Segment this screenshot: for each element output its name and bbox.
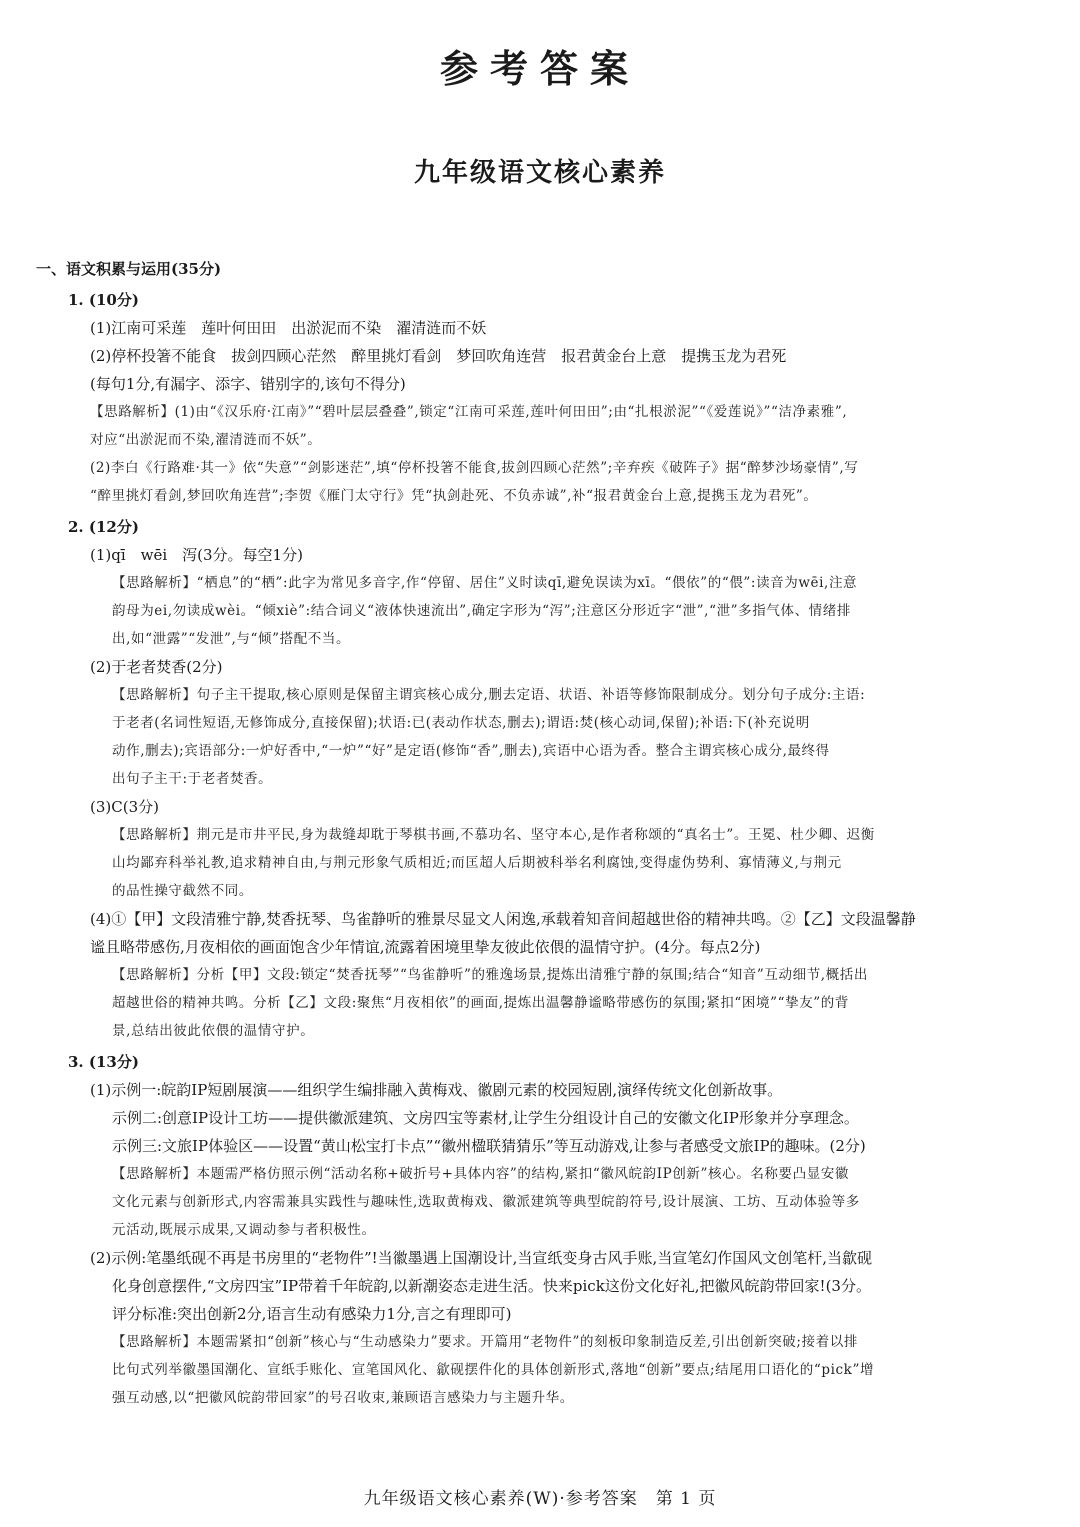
q1-answer-2: (2)停杯投箸不能食 拔剑四顾心茫然 醉里挑灯看剑 梦回吹角连营 报君黄金台上意 提携玉龙为君死 bbox=[90, 347, 787, 365]
q2-analysis-line: 超越世俗的精神共鸣。分析【乙】文段:聚焦“月夜相依”的画面,提炼出温馨静谧略带感伤的氛围;紧扣“困境”“挚友”的背 bbox=[112, 995, 849, 1011]
page-footer: 九年级语文核心素养(W)·参考答案 第 1 页 bbox=[363, 1489, 717, 1509]
q2-part-1: (1)qī wēi 泻(3分。每空1分) bbox=[90, 546, 303, 564]
q2-analysis-line: 出,如“泄露”“发泄”,与“倾”搭配不当。 bbox=[112, 631, 351, 647]
q1-analysis-line: “醉里挑灯看剑,梦回吹角连营”;李贺《雁门太守行》凭“执剑赴死、不负赤诚”,补“报君黄金台上意,提携玉龙为君死”。 bbox=[90, 488, 818, 504]
question-2-number: 2. (12分) bbox=[68, 518, 139, 536]
q2-analysis-line: 动作,删去);宾语部分:一炉好香中,“一炉”“好”是定语(修饰“香”,删去),宾语中心语为香。整合主谓宾核心成分,最终得 bbox=[112, 743, 830, 759]
q1-scoring: (每句1分,有漏字、添字、错别字的,该句不得分) bbox=[90, 375, 406, 393]
q3-part-2: (2)示例:笔墨纸砚不再是书房里的“老物件”!当徽墨遇上国潮设计,当宣纸变身古风手账,当宣笔幻作国风文创笔杆,当歙砚 bbox=[90, 1249, 872, 1267]
q2-analysis-line: 韵母为ei,勿读成wèi。“倾xiè”:结合词义“液体快速流出”,确定字形为“泻”;注意区分形近字“泄”,“泄”多指气体、情绪排 bbox=[112, 603, 851, 619]
q3-analysis-line: 元活动,既展示成果,又调动参与者积极性。 bbox=[112, 1222, 376, 1238]
q1-analysis-line: 对应“出淤泥而不染,濯清涟而不妖”。 bbox=[90, 432, 322, 448]
q2-analysis-line: 【思路解析】“栖息”的“栖”:此字为常见多音字,作“停留、居住”义时读qī,避免误读为xī。“偎依”的“偎”:读音为wēi,注意 bbox=[112, 575, 858, 591]
q2-analysis-line: 景,总结出彼此依偎的温情守护。 bbox=[112, 1023, 315, 1039]
q3-part-2: 评分标准:突出创新2分,语言生动有感染力1分,言之有理即可) bbox=[112, 1305, 512, 1323]
q3-analysis-line: 【思路解析】本题需紧扣“创新”核心与“生动感染力”要求。开篇用“老物件”的刻板印象制造反差,引出创新突破;接着以排 bbox=[112, 1334, 858, 1350]
q3-part-1: (1)示例一:皖韵IP短剧展演——组织学生编排融入黄梅戏、徽剧元素的校园短剧,演绎传统文化创新故事。 bbox=[90, 1081, 783, 1099]
q2-analysis-line: 的品性操守截然不同。 bbox=[112, 883, 253, 899]
q3-analysis-line: 比句式列举徽墨国潮化、宣纸手账化、宣笔国风化、歙砚摆件化的具体创新形式,落地“创新”要点;结尾用口语化的“pick”增 bbox=[112, 1362, 875, 1378]
q2-part-2: (2)于老者焚香(2分) bbox=[90, 658, 223, 676]
q3-analysis-line: 【思路解析】本题需严格仿照示例“活动名称+破折号+具体内容”的结构,紧扣“徽风皖韵IP创新”核心。名称要凸显安徽 bbox=[112, 1166, 850, 1182]
q2-analysis-line: 【思路解析】分析【甲】文段:锁定“焚香抚琴”“鸟雀静听”的雅逸场景,提炼出清雅宁静的氛围;结合“知音”互动细节,概括出 bbox=[112, 967, 868, 983]
q2-analysis-line: 出句子主干:于老者焚香。 bbox=[112, 771, 273, 787]
page-title: 参考答案 bbox=[439, 46, 640, 91]
question-1-number: 1. (10分) bbox=[68, 291, 139, 309]
section-heading: 一、语文积累与运用(35分) bbox=[36, 260, 222, 278]
answer-content bbox=[36, 258, 1046, 1412]
q2-analysis-line: 【思路解析】荆元是市井平民,身为裁缝却耽于琴棋书画,不慕功名、坚守本心,是作者称颂的“真名士”。王冕、杜少卿、迟衡 bbox=[112, 827, 875, 843]
q2-part-3: (3)C(3分) bbox=[90, 798, 159, 816]
q1-analysis-line: (2)李白《行路难·其一》依“失意”“剑影迷茫”,填“停杯投箸不能食,拔剑四顾心茫然”;辛弃疾《破阵子》据“醉梦沙场豪情”,写 bbox=[90, 460, 859, 476]
page-subtitle: 九年级语文核心素养 bbox=[413, 158, 666, 188]
q3-part-1: 示例三:文旅IP体验区——设置“黄山松宝打卡点”“徽州楹联猜猜乐”等互动游戏,让参与者感受文旅IP的趣味。(2分) bbox=[112, 1137, 866, 1155]
q3-analysis-line: 文化元素与创新形式,内容需兼具实践性与趣味性,选取黄梅戏、徽派建筑等典型皖韵符号,设计展演、工坊、互动体验等多 bbox=[112, 1194, 860, 1210]
q2-analysis-line: 于老者(名词性短语,无修饰成分,直接保留);状语:已(表动作状态,删去);谓语:焚(核心动词,保留);补语:下(补充说明 bbox=[112, 715, 810, 731]
q3-analysis-line: 强互动感,以“把徽风皖韵带回家”的号召收束,兼顾语言感染力与主题升华。 bbox=[112, 1390, 574, 1406]
q2-analysis-line: 山均鄙弃科举礼教,追求精神自由,与荆元形象气质相近;而匡超人后期被科举名利腐蚀,变得虚伪势利、寡情薄义,与荆元 bbox=[112, 855, 842, 871]
q2-part-4: 谧且略带感伤,月夜相依的画面饱含少年情谊,流露着困境里挚友彼此依偎的温情守护。(4分。每点2分) bbox=[90, 938, 761, 956]
q1-analysis-line: 【思路解析】(1)由“《汉乐府·江南》”“碧叶层层叠叠”,锁定“江南可采莲,莲叶何田田”;由“扎根淤泥”“《爱莲说》”“洁净素雅”, bbox=[90, 404, 848, 420]
q3-part-2: 化身创意摆件,“文房四宝”IP带着千年皖韵,以新潮姿态走进生活。快来pick这份文化好礼,把徽风皖韵带回家!(3分。 bbox=[112, 1277, 871, 1295]
q2-part-4: (4)①【甲】文段清雅宁静,焚香抚琴、鸟雀静听的雅景尽显文人闲逸,承载着知音间超越世俗的精神共鸣。②【乙】文段温馨静 bbox=[90, 910, 916, 928]
q3-part-1: 示例二:创意IP设计工坊——提供徽派建筑、文房四宝等素材,让学生分组设计自己的安徽文化IP形象并分享理念。 bbox=[112, 1109, 859, 1127]
q2-analysis-line: 【思路解析】句子主干提取,核心原则是保留主谓宾核心成分,删去定语、状语、补语等修饰限制成分。划分句子成分:主语: bbox=[112, 687, 866, 703]
q1-answer-1: (1)江南可采莲 莲叶何田田 出淤泥而不染 濯清涟而不妖 bbox=[90, 319, 487, 337]
question-3-number: 3. (13分) bbox=[68, 1053, 139, 1071]
